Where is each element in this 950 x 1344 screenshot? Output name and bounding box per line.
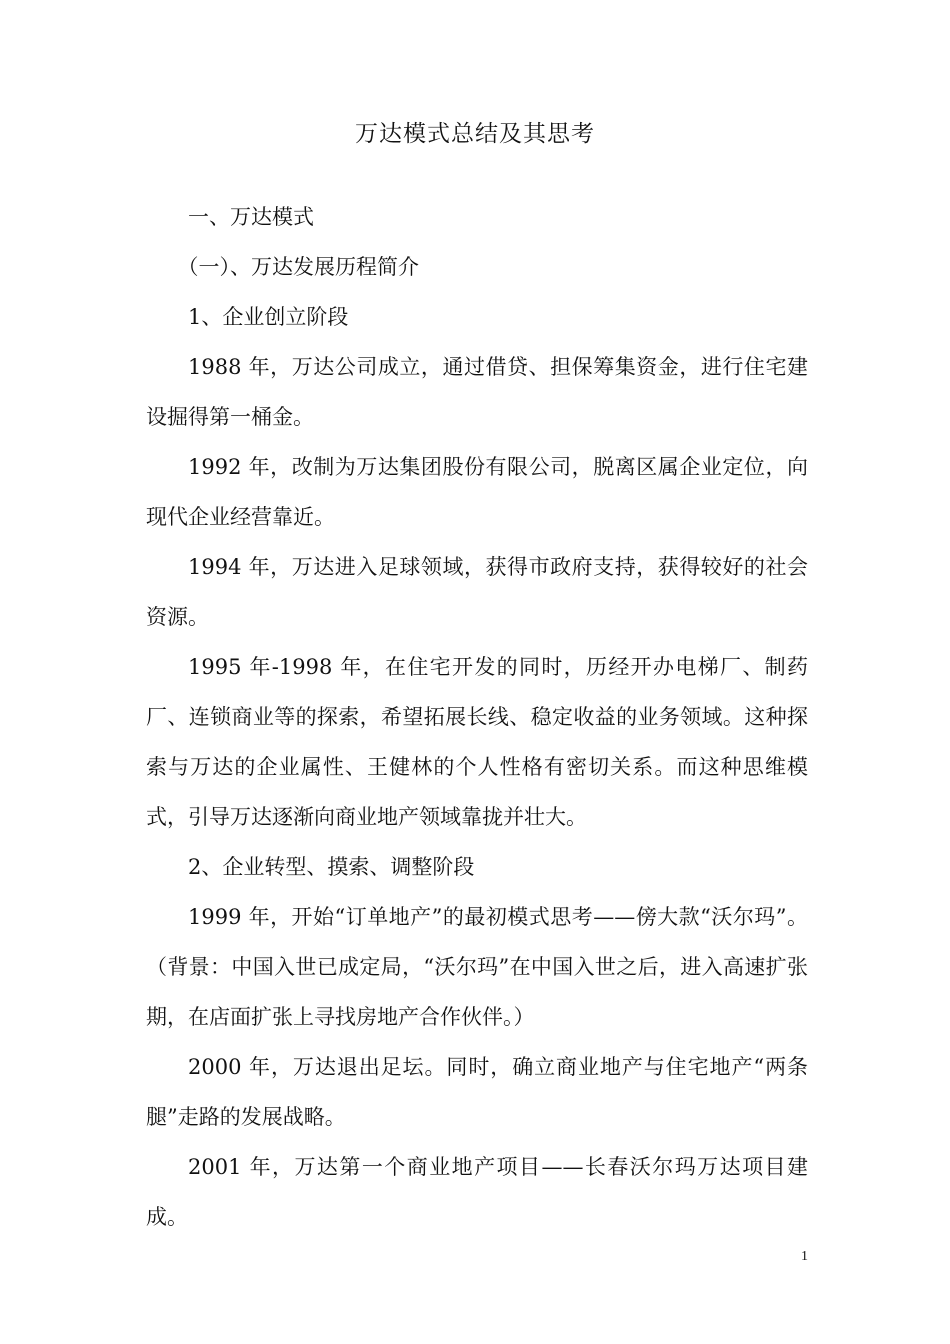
body-paragraph: 1992 年，改制为万达集团股份有限公司，脱离区属企业定位，向现代企业经营靠近。 — [146, 455, 808, 529]
body-paragraph: 1995 年-1998 年，在住宅开发的同时，历经开办电梯厂、制药厂、连锁商业等的探索，希望拓展长线、稳定收益的业务领域。这种探索与万达的企业属性、王健林的个人性格有密切关系。而这种思维模式，引导万达逐渐向商业地产领域靠拢并壮大。 — [146, 655, 808, 829]
document-body — [146, 192, 808, 1242]
body-paragraph: 1994 年，万达进入足球领域，获得市政府支持，获得较好的社会资源。 — [146, 555, 808, 629]
body-paragraph: 2001 年，万达第一个商业地产项目——长春沃尔玛万达项目建成。 — [146, 1155, 808, 1229]
page-number: 1 — [801, 1249, 808, 1264]
document-title: 万达模式总结及其思考 — [355, 121, 595, 147]
subsection-heading: （一）、万达发展历程简介 — [177, 255, 419, 279]
stage-heading: 1、企业创立阶段 — [188, 305, 349, 329]
body-paragraph: 1999 年，开始“订单地产”的最初模式思考——傍大款“沃尔玛”。（背景：中国入世已成定局，“沃尔玛”在中国入世之后，进入高速扩张期，在店面扩张上寻找房地产合作伙伴。） — [146, 905, 808, 1029]
body-paragraph: 2000 年，万达退出足坛。同时，确立商业地产与住宅地产“两条腿”走路的发展战略。 — [146, 1055, 808, 1129]
stage-heading: 2、企业转型、摸索、调整阶段 — [188, 855, 475, 879]
body-paragraph: 1988 年，万达公司成立，通过借贷、担保筹集资金，进行住宅建设掘得第一桶金。 — [146, 355, 808, 429]
section-heading: 一、万达模式 — [188, 205, 314, 229]
